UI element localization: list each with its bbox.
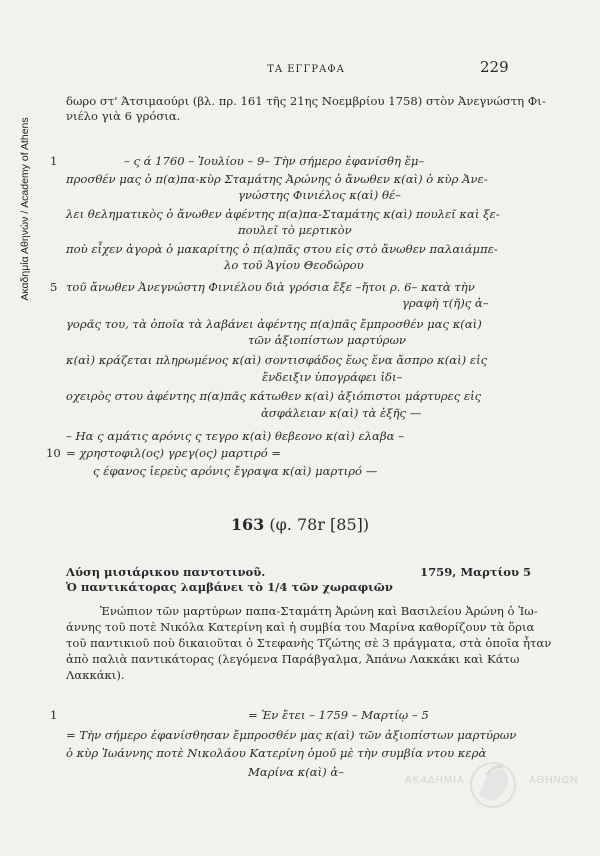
summary-line: τοῦ παντικιοῦ ποὺ δικαιοῦται ὁ Στεφανὴς Τζώτης σὲ 3 πράγματα, στὰ ὁποῖα ἦταν [66,636,552,650]
transcription-line: γνώστης Φινιέλος κ(αὶ) θέ– [238,188,401,202]
transcription-line: λει θεληματικὸς ὁ ἄνωθεν ἀφέντης π(α)πα-Σταμάτης κ(αὶ) πουλεῖ καὶ ξε- [66,207,500,221]
transcription-line: = Τὴν σήμερο ἐφανίσθησαν ἔμπροσθέν μας κ(αὶ) τῶν ἀξιοπίστων μαρτύρων [66,728,517,742]
transcription-line: κ(αὶ) κράζεται πληρωμένος κ(αὶ) σοντισφάδος ἕως ἕνα ἄσπρο κ(αὶ) εἰς [66,353,488,367]
summary-title: Λύση μισιάρικου παντοτινοῦ. [66,565,266,579]
intro-line: δωρο στ' Άτσιμαούρι (βλ. πρ. 161 τῆς 21ης Νοεμβρίου 1758) στὸν Ἀνεγνώστη Φι- [66,94,546,108]
transcription-line: Μαρίνα κ(αὶ) ἀ– [248,765,344,779]
transcription-line: ἀσφάλειαν κ(αὶ) τὰ ἑξῆς — [261,406,422,420]
transcription-line: τῶν ἀξιοπίστων μαρτύρων [248,333,406,347]
document-number-heading [0,515,600,534]
line-number: 1 [50,708,58,722]
academy-watermark [405,755,585,815]
summary-line: Λακκάκι). [66,668,125,682]
summary-date: 1759, Μαρτίου 5 [420,565,532,579]
transcription-line: τοῦ ἄνωθεν Ἀνεγνώστη Φινιέλου διὰ γρόσια ἔξε –ἤτοι ρ. 6– κατὰ τὴν [66,280,475,294]
transcription-line: ς έφανος ἱερεὺς αρόνις ἔγραψα κ(αὶ) μαρτιρό — [93,464,378,478]
transcription-line: – Ηα ς αμάτις αρόνις ς τεγρο κ(αὶ) θεβεονο κ(αὶ) ελαβα – [66,429,404,443]
transcription-line: ὁ κὺρ Ἰωάννης ποτὲ Νικολάου Κατερίνη ὁμοῦ μὲ τὴν συμβία ντου κερὰ [66,746,487,760]
transcription-line: ποὺ εἶχεν ἀγορὰ ὁ μακαρίτης ὁ π(α)πᾶς στου εἰς στὸ ἄνωθεν παλαιάμπε- [66,242,498,256]
transcription-line: οχειρὸς στου ἀφέντης π(α)πᾶς κάτωθεν κ(αὶ) ἀξιόπιστοι μάρτυρες εἰς [66,389,482,403]
folio-reference: (φ. 78r [85]) [264,515,370,534]
line-number: 5 [50,280,58,294]
page-number: 229 [480,58,509,76]
transcription-line: – ς ά 1760 – Ἰουλίου – 9– Τὴν σήμερο ἐφανίσθη ἔμ– [124,154,425,168]
line-number: 1 [50,154,58,168]
transcription-line: γραφὴ τ(ῆ)ς ἀ– [402,296,489,310]
transcription-line: = χρηστοφιλ(ος) γρεγ(ος) μαρτιρό = [66,446,282,460]
watermark-text: ΑΘΗΝΩΝ [529,775,579,786]
athena-head-icon [463,755,523,815]
running-header: ΤΑ ΕΓΓΡΑΦΑ [267,64,345,75]
summary-subtitle: Ὁ παντικάτορας λαμβάνει τὸ 1/4 τῶν χωραφιῶν [66,580,393,594]
transcription-line: πουλεῖ τὸ μερτικὸν [238,223,352,237]
side-label: Ακαδημία Αθηνών / Academy of Athens [19,117,31,301]
transcription-line: ἔνδειξιν ὑπογράφει ἰδι– [262,370,403,384]
transcription-line: προσθέν μας ὁ π(α)πα-κὺρ Σταμάτης Ἀρώνης ὁ ἄνωθεν κ(αὶ) ὁ κὺρ Ἀνε- [66,172,488,186]
document-number: 163 [230,515,265,534]
transcription-line: λο τοῦ Ἁγίου Θεοδώρου [224,258,364,272]
intro-line: νιέλο γιὰ 6 γρόσια. [66,109,181,123]
line-number: 10 [46,446,61,460]
watermark-text: ΑΚΑΔΗΜΙΑ [405,775,465,786]
summary-line: ἀπὸ παλιὰ παντικάτορας (λεγόμενα Παράβγαλμα, Ἀπάνω Λακκάκι καὶ Κάτω [66,652,520,666]
transcription-line: γορᾶς του, τὰ ὁποῖα τὰ λαβάνει ἀφέντης π(α)πᾶς ἔμπροσθέν μας κ(αὶ) [66,317,482,331]
summary-line: άννης τοῦ ποτὲ Νικόλα Κατερίνη καὶ ἡ συμβία του Μαρίνα καθορίζουν τὰ ὅρια [66,620,535,634]
transcription-line: = Ἐν ἔτει – 1759 – Μαρτίῳ – 5 [248,708,429,722]
summary-line: Ἐνώπιον τῶν μαρτύρων παπα-Σταμάτη Ἀρώνη καὶ Βασιλείου Ἀρώνη ὁ Ἰω- [100,604,538,618]
